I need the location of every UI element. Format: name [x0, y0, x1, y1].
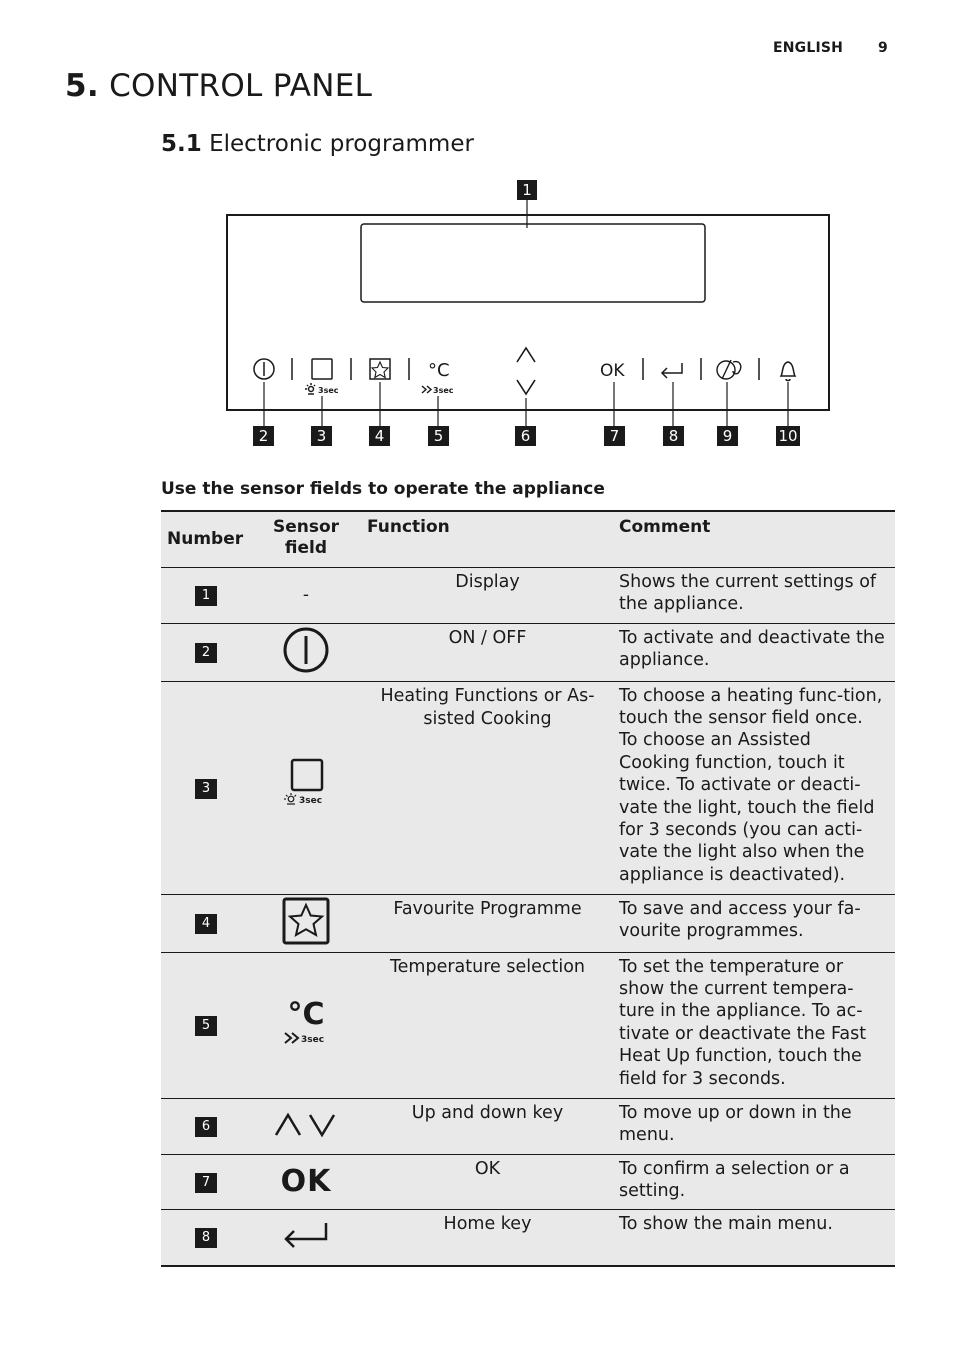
panel-bell-icon — [781, 362, 795, 381]
row-comment: To activate and deactivate the appliance. — [619, 627, 885, 670]
sensor-fields-table — [161, 510, 895, 1267]
table-row — [161, 952, 895, 1098]
row-function: ON / OFF — [448, 627, 527, 648]
row-function: Favourite Programme — [393, 898, 582, 919]
heating-functions-icon — [276, 758, 336, 814]
header-sensor-field: Sensor field — [272, 517, 340, 558]
header-language: ENGLISH — [773, 40, 844, 56]
header-number: Number — [167, 529, 244, 550]
up-down-arrows-icon — [273, 1109, 339, 1139]
table-row — [161, 1209, 895, 1266]
section-number: 5.1 — [161, 131, 202, 157]
panel-fast-heat-chevrons — [422, 386, 431, 393]
row-number-badge: 1 — [195, 586, 217, 606]
callout-9: 9 — [717, 426, 738, 446]
callout-7: 7 — [604, 426, 625, 446]
table-row — [161, 1098, 895, 1154]
row-number-badge: 3 — [195, 779, 217, 799]
callout-5: 5 — [428, 426, 449, 446]
row-comment: Shows the current settings of the appliance. — [619, 571, 877, 614]
row-comment: To confirm a selection or a setting. — [619, 1158, 850, 1201]
row-number-badge: 8 — [195, 1228, 217, 1248]
header-comment: Comment — [619, 517, 711, 537]
table-row — [161, 1154, 895, 1209]
row-function: Home key — [443, 1213, 532, 1234]
control-panel-diagram — [0, 0, 954, 460]
row-comment: To set the temperature or show the current tempera-ture in the appliance. To ac-tivate or deactivate the Fast Heat Up function, touch the field for 3 seconds. — [619, 956, 867, 1089]
table-row — [161, 681, 895, 894]
row-number-badge: 7 — [195, 1173, 217, 1193]
callout-10: 10 — [776, 426, 800, 446]
callout-8: 8 — [663, 426, 684, 446]
star-icon — [282, 897, 330, 945]
chapter-title-text: CONTROL PANEL — [109, 68, 373, 104]
row-function: Display — [455, 571, 520, 592]
callout-6: 6 — [515, 426, 536, 446]
panel-fast-heat-hint: 3sec — [433, 386, 454, 395]
row-function: Up and down key — [411, 1102, 564, 1123]
fast-heat-chevrons-icon — [276, 1030, 336, 1046]
callout-4: 4 — [369, 426, 390, 446]
row-comment: To save and access your fa-vourite programmes. — [619, 898, 861, 941]
row-comment: To choose a heating func-tion, touch the sensor field once. To choose an Assisted Cooking function, touch it twice. To activate or deacti-vate the light, touch the field for 3 seconds (you can acti-vate the light also when the appliance is deactivated). — [619, 685, 883, 885]
panel-up-down-arrows-icon — [517, 348, 535, 394]
row-function: OK — [474, 1158, 501, 1179]
temperature-icon — [251, 997, 361, 1050]
ok-icon: OK — [280, 1164, 332, 1199]
display-window — [361, 224, 705, 302]
panel-light-hint: 3sec — [318, 386, 339, 395]
row-number-badge: 6 — [195, 1117, 217, 1137]
fast-heat-hint-text: 3sec — [301, 1035, 325, 1045]
row-comment: To show the main menu. — [619, 1213, 833, 1234]
leader-lines — [264, 200, 788, 426]
callout-3: 3 — [311, 426, 332, 446]
panel-ok-icon: OK — [600, 361, 625, 381]
header-function: Function — [367, 517, 450, 537]
power-icon — [282, 626, 330, 674]
callout-1: 1 — [517, 180, 537, 200]
row-function: Temperature selection — [389, 956, 586, 977]
panel-power-icon — [254, 359, 274, 379]
panel-star-icon — [370, 359, 390, 379]
panel-temperature-icon: °C — [428, 360, 450, 381]
light-hint-text: 3sec — [299, 795, 323, 806]
degree-celsius-glyph: °C — [287, 997, 325, 1032]
panel-assisted-cooking-icon — [717, 360, 741, 379]
row-function: Heating Functions or As-sisted Cooking — [380, 685, 595, 729]
table-header-row — [161, 511, 895, 567]
row-number-badge: 2 — [195, 643, 217, 663]
display-field-dash: - — [302, 585, 310, 605]
table-row — [161, 894, 895, 952]
panel-home-key-icon — [662, 363, 682, 378]
row-comment: To move up or down in the menu. — [619, 1102, 852, 1145]
table-row — [161, 567, 895, 623]
callout-2: 2 — [253, 426, 274, 446]
section-title-text: Electronic programmer — [209, 131, 474, 157]
header-page-number: 9 — [878, 40, 888, 56]
separators — [292, 358, 759, 380]
chapter-number: 5. — [65, 68, 99, 104]
panel-frame — [227, 215, 829, 410]
row-number-badge: 4 — [195, 914, 217, 934]
row-number-badge: 5 — [195, 1016, 217, 1036]
table-caption: Use the sensor fields to operate the appliance — [161, 479, 605, 499]
table-row — [161, 623, 895, 681]
home-key-icon — [280, 1219, 332, 1251]
